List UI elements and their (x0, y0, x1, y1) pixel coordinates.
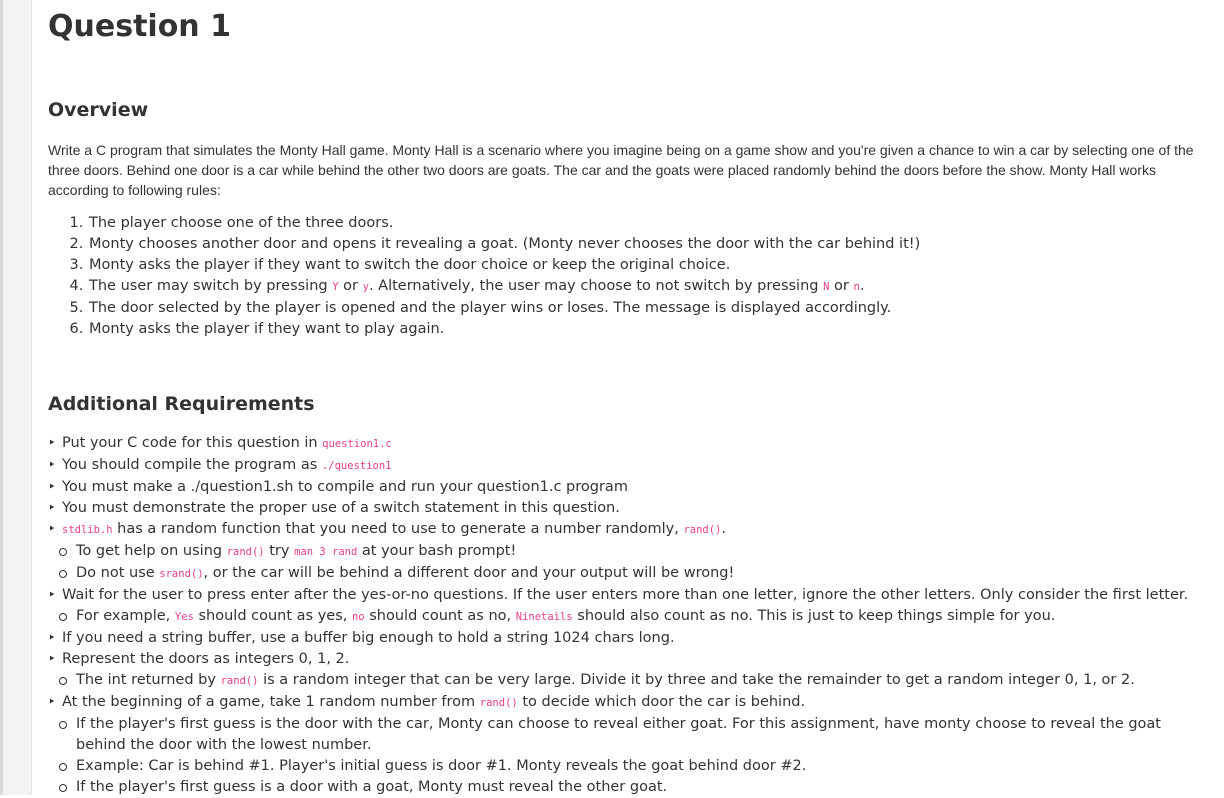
requirement-text: is a random integer that can be very large. Divide it by three and take the remainder to get a random integer 0, 1, or 2. (258, 672, 1135, 688)
rule-text: . Alternatively, the user may choose to not switch by pressing (368, 278, 824, 294)
inline-code: rand() (226, 546, 265, 558)
sub-requirement-item (48, 541, 1198, 563)
page-title: Question 1 (48, 9, 231, 44)
inline-code: Y (332, 281, 339, 293)
inline-code: y (362, 281, 369, 293)
requirement-text: should also count as no. This is just to keep things simple for you. (572, 608, 1056, 624)
requirement-text: Represent the doors as integers 0, 1, 2. (62, 651, 350, 667)
requirement-text: You should compile the program as (62, 457, 322, 473)
requirement-text: to decide which door the car is behind. (517, 694, 806, 710)
overview-paragraph: Write a C program that simulates the Monty Hall game. Monty Hall is a scenario where you imagine being on a game show and you're given a chance to win a car by selecting one of the three doors. Behind one door is a car while behind the other two doors are goats. The car and the goats were placed randomly behind the doors before the show. Monty Hall works according to following rules: (48, 142, 1194, 198)
requirement-text: should count as no, (364, 608, 516, 624)
requirement-text: Wait for the user to press enter after the yes-or-no questions. If the user enters more than one letter, ignore the other letters. Only consider the first letter. (62, 587, 1189, 603)
inline-code: man 3 rand (294, 546, 358, 558)
gutter-edge (0, 0, 3, 795)
requirement-text: If you need a string buffer, use a buffer big enough to hold a string 1024 chars long. (62, 630, 675, 646)
inline-code: ./question1 (321, 460, 392, 472)
rule-item (88, 298, 920, 319)
rule-text: The door selected by the player is opened and the player wins or loses. The message is displayed accordingly. (89, 300, 892, 316)
requirement-text: Example: Car is behind #1. Player's initial guess is door #1. Monty reveals the goat behind door #2. (76, 758, 807, 774)
inline-code: rand() (479, 697, 518, 709)
sub-requirement-item (48, 670, 1198, 692)
requirement-text: If the player's first guess is the door with the car, Monty can choose to reveal either goat. For this assignment, have monty choose to reveal the goat behind the door with the lowest number. (76, 716, 1161, 753)
rule-item (88, 255, 920, 276)
inline-code: no (351, 611, 365, 623)
requirement-item (48, 519, 1198, 541)
inline-code: rand() (220, 675, 259, 687)
inline-code: srand() (159, 568, 204, 580)
inline-code: stdlib.h (62, 524, 113, 536)
rule-item (88, 276, 920, 298)
rule-text: The user may switch by pressing (89, 278, 333, 294)
requirement-item (48, 498, 1198, 519)
rules-list (48, 213, 920, 340)
rule-item (88, 213, 920, 234)
requirement-text: At the beginning of a game, take 1 random number from (62, 694, 480, 710)
requirement-item (48, 433, 1198, 455)
requirement-item (48, 477, 1198, 498)
requirement-text: Do not use (76, 565, 160, 581)
sub-requirement-item (48, 606, 1198, 628)
inline-code: rand() (683, 524, 722, 536)
sub-requirement-item (48, 563, 1198, 585)
rule-text: Monty asks the player if they want to switch the door choice or keep the original choice. (89, 257, 731, 273)
inline-code: question1.c (322, 438, 392, 450)
rule-item (88, 319, 920, 340)
requirement-item (48, 649, 1198, 670)
requirement-text: You must make a ./question1.sh to compile and run your question1.c program (62, 479, 628, 495)
requirement-item (48, 628, 1198, 649)
requirement-text: To get help on using (76, 543, 227, 559)
requirement-text: For example, (76, 608, 175, 624)
requirement-text: The int returned by (76, 672, 221, 688)
rule-text: Monty asks the player if they want to play again. (89, 321, 445, 337)
requirement-item (48, 692, 1198, 714)
inline-code: Ninetails (515, 611, 573, 623)
requirement-text: has a random function that you need to use to generate a number randomly, (112, 521, 684, 537)
rule-text: . (859, 278, 865, 294)
requirement-text: You must demonstrate the proper use of a switch statement in this question. (62, 500, 620, 516)
additional-requirements-heading: Additional Requirements (48, 393, 315, 415)
overview-heading: Overview (48, 99, 149, 121)
sub-requirement-item (48, 756, 1198, 777)
requirements-list (48, 433, 1198, 798)
inline-code: N (823, 281, 830, 293)
requirement-text: If the player's first guess is a door with a goat, Monty must reveal the other goat. (76, 779, 668, 795)
left-gutter (0, 0, 32, 795)
rule-text: or (338, 278, 363, 294)
requirement-text: should count as yes, (193, 608, 352, 624)
rule-item (88, 234, 920, 255)
requirement-text: try (264, 543, 295, 559)
requirement-item (48, 585, 1198, 606)
requirement-text: at your bash prompt! (357, 543, 517, 559)
requirement-text: , or the car will be behind a different door and your output will be wrong! (203, 565, 735, 581)
inline-code: Yes (174, 611, 194, 623)
requirement-item (48, 455, 1198, 477)
requirement-text: Put your C code for this question in (62, 435, 323, 451)
rule-text: Monty chooses another door and opens it revealing a goat. (Monty never chooses the door with the car behind it!) (89, 236, 921, 252)
requirement-text: . (721, 521, 726, 537)
inline-code: n (853, 281, 860, 293)
rule-text: The player choose one of the three doors. (89, 215, 394, 231)
sub-requirement-item (48, 714, 1198, 756)
rule-text: or (829, 278, 854, 294)
